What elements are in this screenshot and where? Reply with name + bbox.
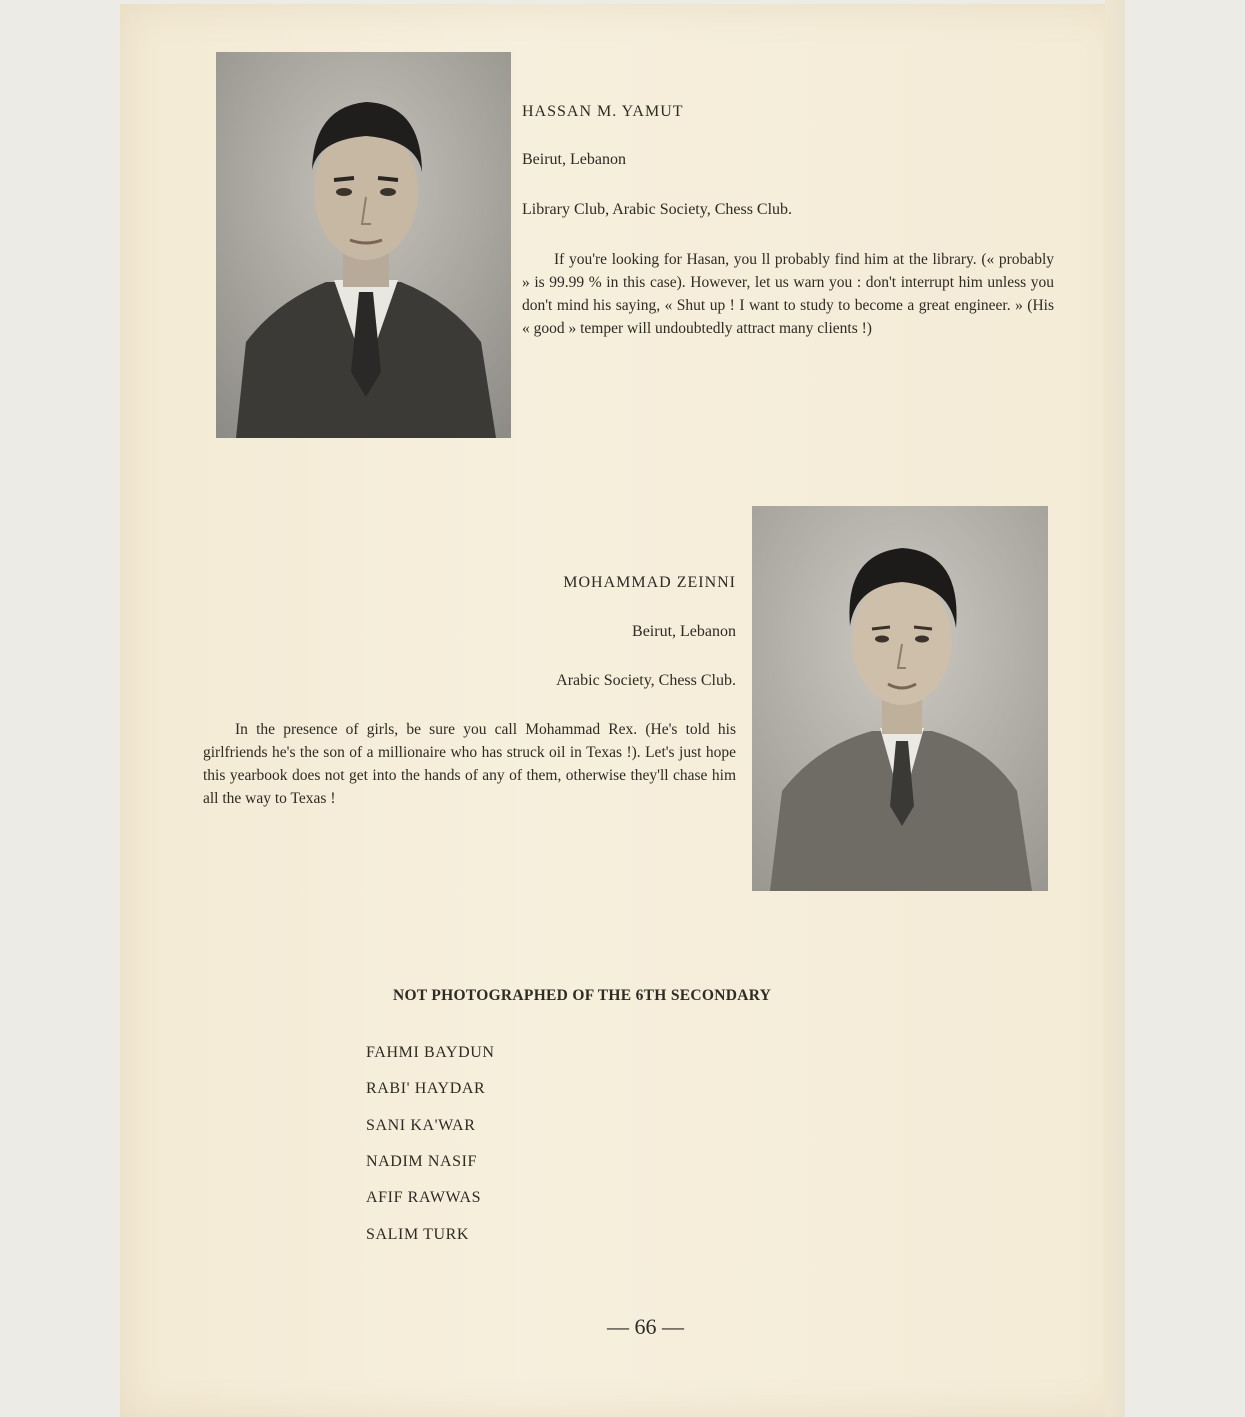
portrait-photo-hassan	[216, 52, 511, 438]
entry-activities: Library Club, Arabic Society, Chess Club.	[522, 201, 793, 218]
list-item: SANI KA'WAR	[366, 1117, 476, 1134]
entry-name: MOHAMMAD ZEINNI	[563, 574, 736, 591]
entry-bio: If you're looking for Hasan, you ll probably find him at the library. (« probably » is 99.99 % in this case). However, let us warn you : don't interrupt him unless you don't mind his saying, « Shut up ! I want to study to become a great engineer. » (His « good » temper will undoubtedly attract many clients !)	[522, 251, 1054, 337]
not-photographed-heading: NOT PHOTOGRAPHED OF THE 6TH SECONDARY	[393, 987, 772, 1004]
portrait-photo-mohammad	[752, 506, 1048, 891]
page-number: — 66 —	[607, 1314, 684, 1339]
entry-activities: Arabic Society, Chess Club.	[556, 672, 736, 689]
list-item: NADIM NASIF	[366, 1153, 478, 1170]
list-item: AFIF RAWWAS	[366, 1189, 482, 1206]
entry-hometown: Beirut, Lebanon	[632, 623, 736, 640]
entry-name: HASSAN M. YAMUT	[522, 103, 684, 120]
entry-bio: In the presence of girls, be sure you call Mohammad Rex. (He's told his girlfriends he's the son of a millionaire who has struck oil in Texas !). Let's just hope this yearbook does not get into the hands of any of them, otherwise they'll chase him all the way to Texas !	[203, 721, 736, 807]
list-item: SALIM TURK	[366, 1226, 470, 1243]
list-item: RABI' HAYDAR	[366, 1080, 486, 1097]
entry-hometown: Beirut, Lebanon	[522, 151, 626, 168]
page-edge	[1105, 0, 1125, 1417]
list-item: FAHMI BAYDUN	[366, 1044, 495, 1061]
